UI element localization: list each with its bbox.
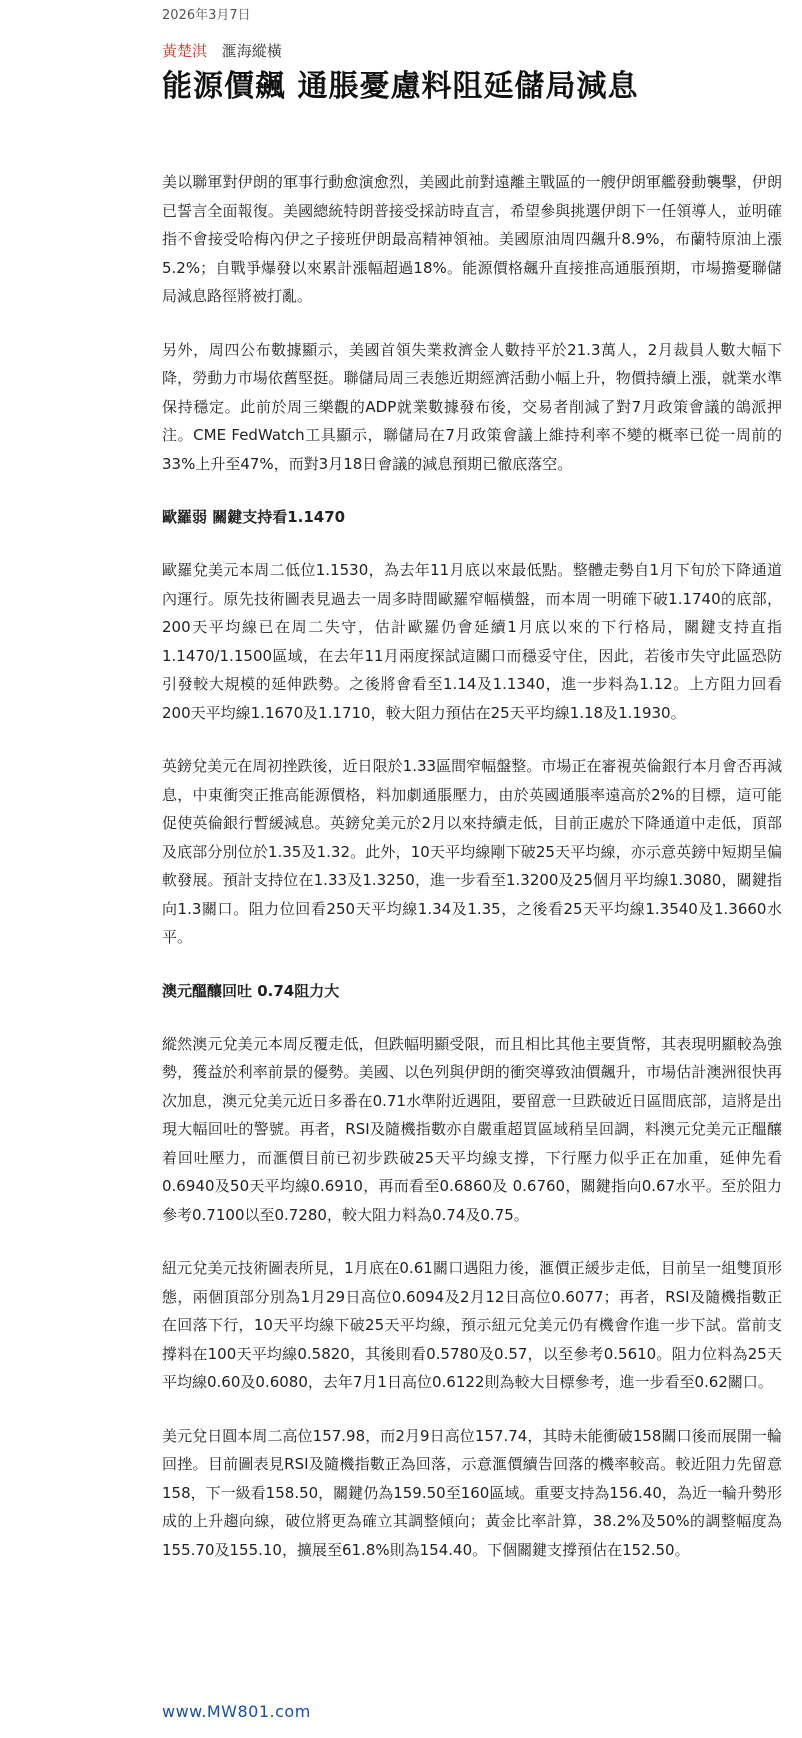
headline: 能源價飆 通脹憂慮料阻延儲局減息: [162, 69, 639, 104]
author-name[interactable]: 黃楚淇: [162, 42, 208, 60]
body-paragraph: 美以聯軍對伊朗的軍事行動愈演愈烈，美國此前對遠離主戰區的一艘伊朗軍艦發動襲擊，伊朗已誓言全面報復。美國總統特朗普接受採訪時直言，希望參與挑選伊朗下一任領導人，並明確指不會接受哈梅內伊之子接班伊朗最高精神領袖。美國原油周四飆升8.9%，布蘭特原油上漲5.2%；自戰爭爆發以來累計漲幅超過18%。能源價格飆升直接推高通脹預期，市場擔憂聯儲局減息路徑將被打亂。: [162, 173, 782, 305]
byline: [162, 40, 282, 61]
body-paragraph: 紐元兌美元技術圖表所見，1月底在0.61關口遇阻力後，滙價正緩步走低，目前呈一組雙頂形態，兩個頂部分別為1月29日高位0.6094及2月12日高位0.6077；再者，RSI及隨機指數正在回落下行，10天平均線下破25天平均線，預示紐元兌美元仍有機會作進一步下試。當前支撐料在100天平均線0.5820，其後則看0.5780及0.57，以至參考0.5610。阻力位料為25天平均線0.60及0.6080，去年7月1日高位0.6122則為較大目標參考，進一步看至0.62關口。: [162, 1259, 782, 1391]
column-name[interactable]: 滙海縱橫: [221, 42, 282, 60]
source-link[interactable]: www.MW801.com: [162, 1702, 311, 1721]
section-heading: 澳元醞釀回吐 0.74阻力大: [162, 981, 340, 1000]
body-paragraph: 另外，周四公布數據顯示，美國首領失業救濟金人數持平於21.3萬人，2月裁員人數大幅下降，勞動力市場依舊堅挺。聯儲局周三表態近期經濟活動小幅上升，物價持續上漲，就業水準保持穩定。此前於周三樂觀的ADP就業數據發布後，交易者削減了對7月政策會議的鴿派押注。CME FedWatch工具顯示，聯儲局在7月政策會議上維持利率不變的概率已從一周前的33%上升至47%，而對3月18日會議的減息預期已徹底落空。: [162, 340, 782, 473]
body-paragraph: 縱然澳元兌美元本周反覆走低，但跌幅明顯受限，而且相比其他主要貨幣，其表現明顯較為強勢，獲益於利率前景的優勢。美國、以色列與伊朗的衝突導致油價飆升，市場估計澳洲很快再次加息，澳元兌美元近日多番在0.71水準附近遇阻，要留意一旦跌破近日區間底部，這將是出現大幅回吐的警號。再者，RSI及隨機指數亦自嚴重超買區域稍呈回調，料澳元兌美元正醞釀着回吐壓力，而滙價目前已初步跌破25天平均線支撐，下行壓力似乎正在加重，延伸先看0.6940及50天平均線0.6910，再而看至0.6860及 0.6760，關鍵指向0.67水平。至於阻力參考0.7100以至0.7280，較大阻力料為0.74及0.75。: [162, 1034, 782, 1224]
section-heading: 歐羅弱 關鍵支持看1.1470: [162, 508, 346, 526]
article-body: [162, 168, 782, 1589]
body-paragraph: 英鎊兌美元在周初挫跌後，近日限於1.33區間窄幅盤整。市場正在審視英倫銀行本月會否再減息，中東衝突正推高能源價格，料加劇通脹壓力，由於英國通脹率遠高於2%的目標，這可能促使英倫銀行暫緩減息。英鎊兌美元於2月以來持續走低，目前正處於下降通道中走低，頂部及底部分別位於1.35及1.32。此外，10天平均線剛下破25天平均線，亦示意英鎊中短期呈偏軟發展。預計支持位在1.33及1.3250，進一步看至1.3200及25個月平均線1.3080，關鍵指向1.3關口。阻力位回看250天平均線1.34及1.35，之後看25天平均線1.3540及1.3660水平。: [162, 757, 782, 946]
body-paragraph: 歐羅兌美元本周二低位1.1530，為去年11月底以來最低點。整體走勢自1月下旬於下降通道內運行。原先技術圖表見過去一周多時間歐羅窄幅橫盤，而本周一明確下破1.1740的底部，200天平均線已在周二失守，估計歐羅仍會延續1月底以來的下行格局，關鍵支持直指1.1470/1.1500區域，在去年11月兩度探試這關口而穩妥守住，因此，若後市失守此區恐防引發較大規模的延伸跌勢。之後將會看至1.14及1.1340，進一步料為1.12。上方阻力回看200天平均線1.1670及1.1710，較大阻力預估在25天平均線1.18及1.1930。: [162, 561, 782, 722]
body-paragraph: 美元兌日圓本周二高位157.98，而2月9日高位157.74，其時未能衝破158關口後而展開一輪回挫。目前圖表見RSI及隨機指數正為回落，示意滙價續告回落的機率較高。較近阻力先留意158，下一級看158.50，關鍵仍為159.50至160區域。重要支持為156.40，為近一輪升勢形成的上升趨向線，破位將更為確立其調整傾向；黃金比率計算，38.2%及50%的調整幅度為155.70及155.10，擴展至61.8%則為154.40。下個關鍵支撐預估在152.50。: [162, 1426, 782, 1559]
article-date: 2026年3月7日: [162, 8, 251, 23]
